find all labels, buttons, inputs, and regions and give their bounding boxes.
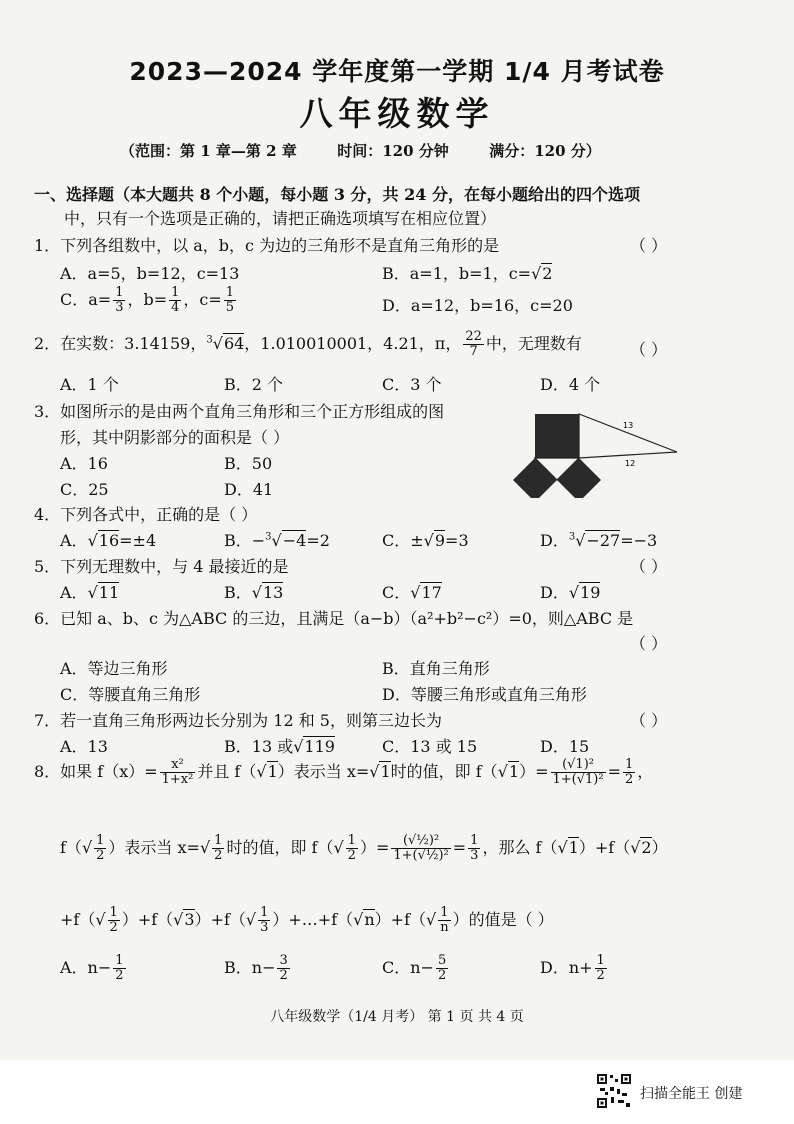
q4-option-a: A．√16=±4	[60, 531, 157, 550]
q1-option-b: B．a=1，b=1，c=√2	[382, 264, 553, 283]
q8-option-b: B．n− $\frac{3}{2}$	[224, 953, 288, 983]
q8-option-d: D．n+ $\frac{1}{2}$	[540, 953, 605, 983]
q6-option-a: A．等边三角形	[60, 659, 168, 678]
small-square-left	[513, 458, 557, 498]
page-footer: 八年级数学（1/4 月考） 第 1 页 共 4 页	[270, 1009, 524, 1025]
exam-info	[120, 140, 601, 161]
q1-option-a: A．a=5，b=12，c=13	[60, 264, 240, 283]
large-square	[535, 414, 579, 458]
q4-option-b: B．−$^3$√−4=2	[224, 531, 330, 550]
label-12: 12	[625, 459, 636, 468]
question-1-stem: 1．下列各组数中，以 a，b，c 为边的三角形不是直角三角形的是	[34, 236, 500, 255]
answer-blank-2[interactable]: （ ）	[630, 340, 668, 359]
q2-option-c: C．3 个	[382, 375, 442, 394]
answer-blank-7[interactable]: （ ）	[630, 711, 668, 730]
q8-option-a: A．n− $\frac{1}{2}$	[60, 953, 124, 983]
subject-title: 八年级数学	[299, 94, 495, 133]
q3-option-c: C．25	[60, 480, 109, 499]
q5-option-a: A．√11	[60, 583, 120, 602]
section-heading: 一、选择题（本大题共 8 个小题，每小题 3 分，共 24 分，在每小题给出的四个选项	[34, 185, 640, 204]
q7-option-d: D．15	[540, 737, 590, 756]
q1-option-d: D．a=12，b=16，c=20	[382, 296, 573, 315]
small-square-right	[557, 458, 601, 498]
exam-time: 时间：120 分钟	[337, 142, 449, 160]
question-4-stem: 4．下列各式中，正确的是（ ）	[34, 505, 258, 524]
question-3-line1: 3．如图所示的是由两个直角三角形和三个正方形组成的图	[34, 402, 445, 421]
q6-option-b: B．直角三角形	[382, 659, 490, 678]
q2-option-d: D．4 个	[540, 375, 601, 394]
q4-option-c: C．±√9=3	[382, 531, 469, 550]
exam-scope: （范围：第 1 章—第 2 章	[120, 142, 297, 160]
exam-title: 2023—2024 学年度第一学期 1/4 月考试卷	[129, 57, 665, 86]
answer-blank-5[interactable]: （ ）	[630, 557, 668, 576]
q5-option-c: C．√17	[382, 583, 442, 602]
q2-option-b: B．2 个	[224, 375, 284, 394]
q7-option-c: C．13 或 15	[382, 737, 478, 756]
q3-option-b: B．50	[224, 454, 273, 473]
question-3-line2: 形，其中阴影部分的面积是（ ）	[60, 428, 290, 447]
q5-option-d: D．√19	[540, 583, 601, 602]
q2-option-a: A．1 个	[60, 375, 119, 394]
q1-option-c: C．a= $\frac{1}{3}$ ，b= $\frac{1}{4}$ ，c= $\frac{1}{5}$	[60, 285, 235, 315]
question-8-line2: f（√ $\frac{1}{2}$ ）表示当 x=√ $\frac{1}{2}$ 时的值，即 f（√ $\frac{1}{2}$ ）= $\frac{\text{(√½)²}}{\text{1+(√½)²}}$ = $\frac{1}{3}$ ，那么 f（√1）+f（√2）	[60, 833, 668, 863]
q8-option-c: C．n− $\frac{5}{2}$	[382, 953, 447, 983]
question-6-stem: 6．已知 a、b、c 为△ABC 的三边，且满足（a−b）（a²+b²−c²）=0，则△ABC 是	[34, 609, 634, 628]
q7-option-a: A．13	[60, 737, 108, 756]
question-8-line3: +f（√ $\frac{1}{2}$ ）+f（√3）+f（√ $\frac{1}{3}$ ）+…+f（√n）+f（√ $\frac{1}{n}$ ）的值是（ ）	[60, 905, 554, 935]
q3-option-a: A．16	[60, 454, 108, 473]
answer-blank-1[interactable]: （ ）	[630, 236, 668, 255]
section-heading-cont: 中，只有一个选项是正确的，请把正确选项填写在相应位置）	[64, 209, 497, 228]
question-7-stem: 7．若一直角三角形两边长分别为 12 和 5，则第三边长为	[34, 711, 442, 730]
question-5-stem: 5．下列无理数中，与 4 最接近的是	[34, 557, 289, 576]
label-13: 13	[623, 421, 634, 430]
exam-score: 满分：120 分）	[489, 142, 601, 160]
scanner-credit: 扫描全能王 创建	[640, 1086, 743, 1102]
q5-option-b: B．√13	[224, 583, 284, 602]
q4-option-d: D．$^3$√−27=−3	[540, 531, 658, 550]
question-2-stem: 2．在实数：3.14159，$^3$√64，1.010010001，4.21，π， $\frac{22}{7}$ 中，无理数有	[34, 329, 582, 359]
question-8-line1: 8．如果 f（x）= $\frac{\text{x²}}{\text{1+x²}}$ 并且 f（√1）表示当 x=√1时的值，即 f（√1）= $\frac{\text{(√1)²}}{\text{1+(√1)²}}$ = $\frac{1}{2}$ ，	[34, 757, 654, 787]
q3-figure	[505, 408, 685, 498]
q6-option-c: C．等腰直角三角形	[60, 685, 201, 704]
q7-option-b: B．13 或√119	[224, 737, 335, 756]
qr-code-icon	[596, 1073, 632, 1109]
q3-option-d: D．41	[224, 480, 274, 499]
answer-blank-6[interactable]: （ ）	[630, 634, 668, 653]
q6-option-d: D．等腰三角形或直角三角形	[382, 685, 587, 704]
